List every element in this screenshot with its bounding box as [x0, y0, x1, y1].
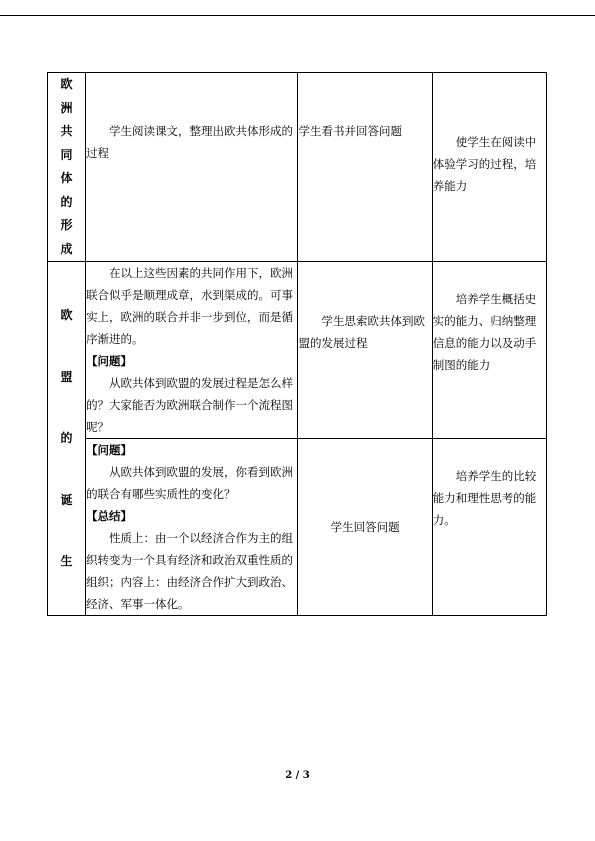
- header-rule: [0, 15, 595, 16]
- table-row-eu-birth-2: [48, 439, 547, 616]
- student-activity-cell: [298, 439, 432, 616]
- student-activity-text: 学生思索欧共体到欧盟的发展过程: [298, 314, 425, 350]
- topic-char: 欧: [60, 308, 73, 323]
- page-number: 2 / 3: [285, 770, 310, 781]
- teacher-activity-text: 学生阅读课文，整理出欧共体形成的过程: [86, 124, 294, 160]
- topic-char: 成: [60, 241, 73, 256]
- student-activity-cell: [298, 262, 432, 439]
- question-label: 【问题】: [86, 443, 133, 457]
- topic-cell-eec-formation: [48, 73, 86, 262]
- topic-char: 盟: [60, 369, 73, 384]
- design-intent-text: 培养学生的比较能力和理性思考的能力。: [432, 469, 537, 527]
- topic-char: 诞: [60, 492, 73, 507]
- summary-text: 性质上：由一个以经济合作为主的组织转变为一个具有经济和政治双重性质的组织；内容上：由经济合作扩大到政治、经济、军事一体化。: [86, 531, 294, 611]
- topic-char: 共: [60, 124, 73, 138]
- teacher-intro-text: 在以上这些因素的共同作用下，欧洲联合似乎是顺理成章，水到渠成的。可事实上，欧洲的联合并非一步到位，而是循序渐进的。: [86, 266, 294, 346]
- topic-char: 体: [60, 171, 73, 185]
- summary-label: 【总结】: [86, 509, 133, 523]
- teacher-activity-cell: [86, 439, 298, 616]
- design-intent-text: 培养学生概括史实的能力、归纳整理信息的能力以及动手制图的能力: [432, 292, 537, 372]
- topic-char: 生: [60, 554, 73, 569]
- design-intent-cell: [432, 439, 546, 616]
- topic-char: 欧: [60, 77, 73, 91]
- design-intent-cell: [432, 73, 546, 262]
- design-intent-text: 使学生在阅读中体验学习的过程，培养能力: [432, 135, 537, 193]
- topic-char: 的: [60, 431, 73, 446]
- table-row-eu-birth-1: [48, 262, 547, 439]
- student-activity-text: 学生回答问题: [330, 520, 400, 534]
- student-activity-cell: [298, 73, 432, 262]
- topic-char: 形: [60, 218, 73, 232]
- lesson-plan-table: [47, 72, 547, 616]
- topic-char: 的: [60, 194, 73, 209]
- table-row-eec-formation: [48, 73, 547, 262]
- teacher-activity-cell: [86, 262, 298, 439]
- topic-cell-eu-birth: [48, 262, 86, 616]
- design-intent-cell: [432, 262, 546, 439]
- question-label: 【问题】: [86, 354, 133, 368]
- teacher-activity-cell: [86, 73, 298, 262]
- topic-char: 同: [60, 147, 73, 162]
- question-text: 从欧共体到欧盟的发展过程是怎么样的？大家能否为欧洲联合制作一个流程图呢？: [86, 376, 294, 434]
- topic-char: 洲: [60, 100, 73, 115]
- question-text: 从欧共体到欧盟的发展，你看到欧洲的联合有哪些实质性的变化？: [86, 465, 294, 501]
- student-activity-text: 学生看书并回答问题: [298, 124, 402, 138]
